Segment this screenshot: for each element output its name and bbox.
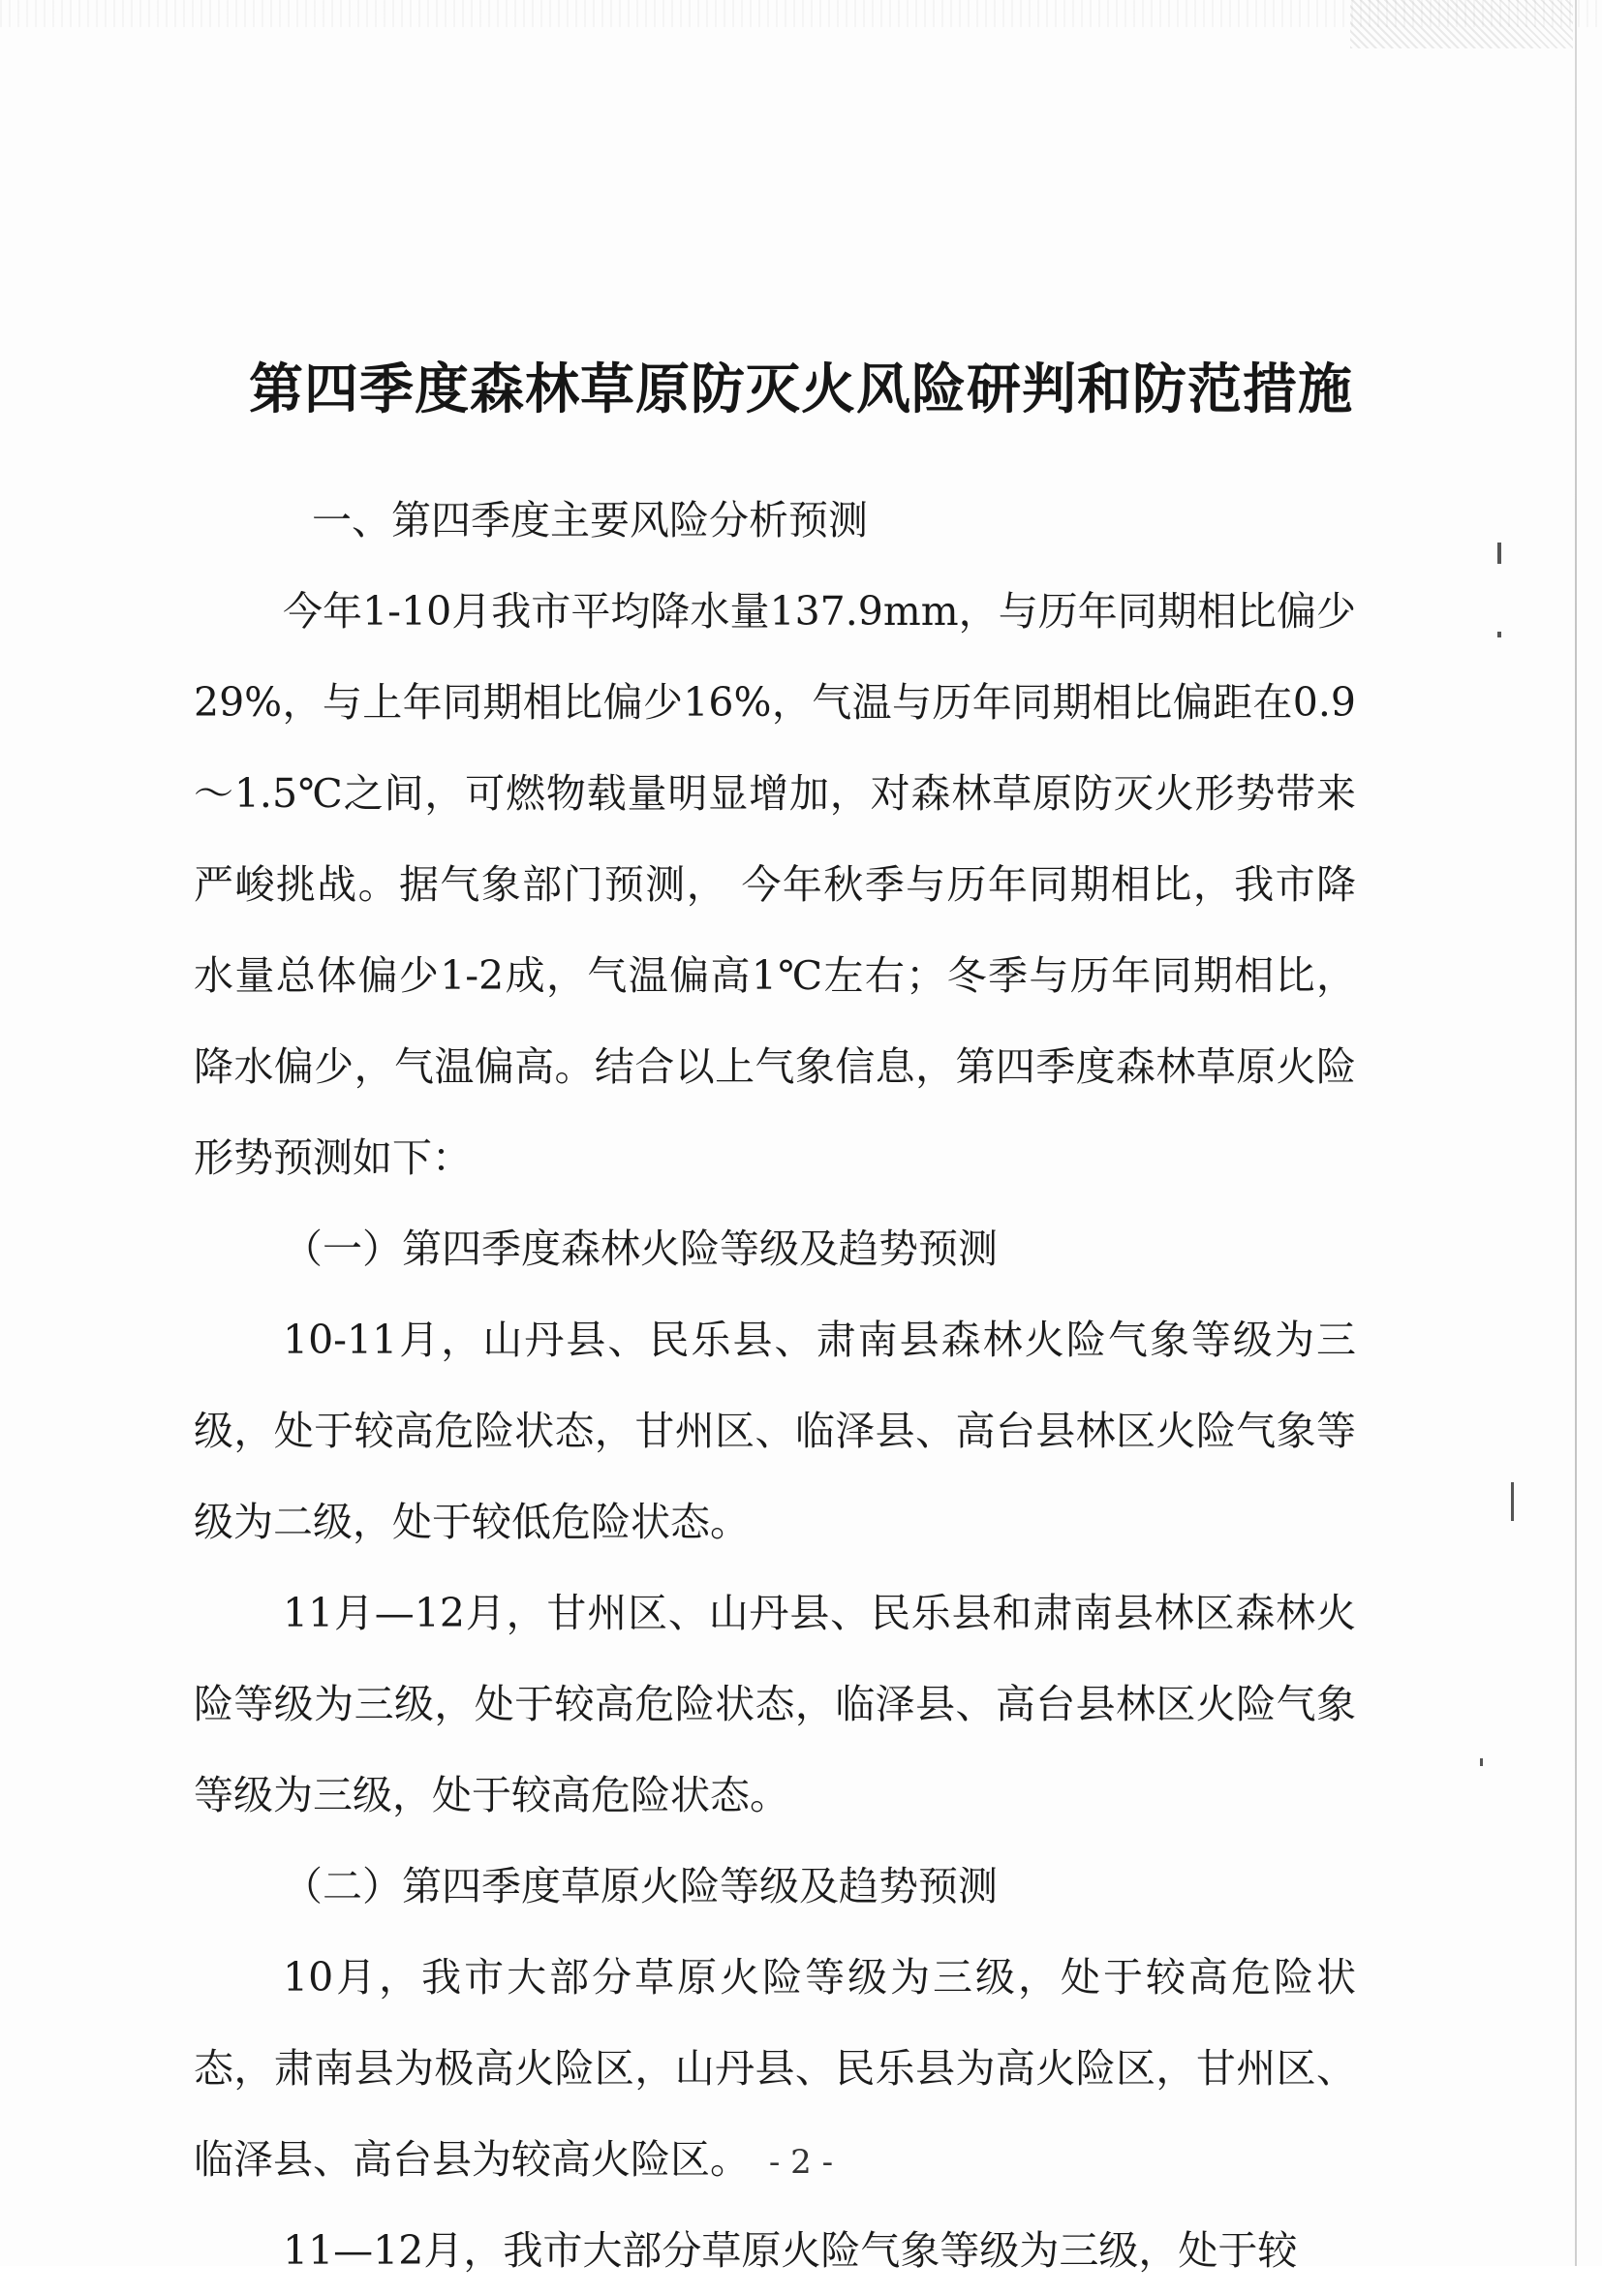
document-title: 第四季度森林草原防灭火风险研判和防范措施 — [249, 357, 1353, 421]
scan-mark — [1497, 632, 1501, 637]
paragraph-forest-nov-dec: 11月—12月，甘州区、山丹县、民乐县和肃南县林区森林火险等级为三级，处于较高危险状态，临泽县、高台县林区火险气象等级为三级，处于较高危险状态。 — [194, 1590, 1356, 1818]
paragraph-grass-oct: 10月，我市大部分草原火险等级为三级，处于较高危险状态，肃南县为极高火险区，山丹县、民乐县为高火险区，甘州区、临泽县、高台县为较高火险区。 — [194, 1954, 1356, 2183]
scan-mark — [1511, 1482, 1514, 1521]
subsection-heading-grassland: （二）第四季度草原火险等级及趋势预测 — [283, 1863, 998, 1909]
scan-noise-corner — [1350, 0, 1573, 48]
page-number: - 2 - — [768, 2143, 834, 2182]
paragraph-forest-oct-nov: 10-11月，山丹县、民乐县、肃南县森林火险气象等级为三级，处于较高危险状态，甘州区、临泽县、高台县林区火险气象等级为二级，处于较低危险状态。 — [194, 1317, 1356, 1545]
subsection-heading-forest: （一）第四季度森林火险等级及趋势预测 — [283, 1226, 998, 1272]
paragraph-intro: 今年1-10月我市平均降水量137.9mm，与历年同期相比偏少29%，与上年同期相比偏少16%，气温与历年同期相比偏距在0.9～1.5℃之间，可燃物载量明显增加，对森林草原防灭火形势带来严峻挑战。据气象部门预测， 今年秋季与历年同期相比，我市降水量总体偏少1-2成，气温偏高1℃左右；冬季与历年同期相比，降水偏少，气温偏高。结合以上气象信息，第四季度森林草原火险形势预测如下： — [194, 588, 1356, 1181]
scan-mark — [1480, 1758, 1483, 1766]
document-body — [194, 475, 1356, 2296]
scan-mark — [1497, 543, 1501, 564]
paragraph-grass-nov-dec: 11—12月，我市大部分草原火险气象等级为三级，处于较 — [283, 2227, 1298, 2274]
scan-edge-line — [1575, 0, 1577, 2266]
section-heading: 一、第四季度主要风险分析预测 — [312, 497, 868, 543]
